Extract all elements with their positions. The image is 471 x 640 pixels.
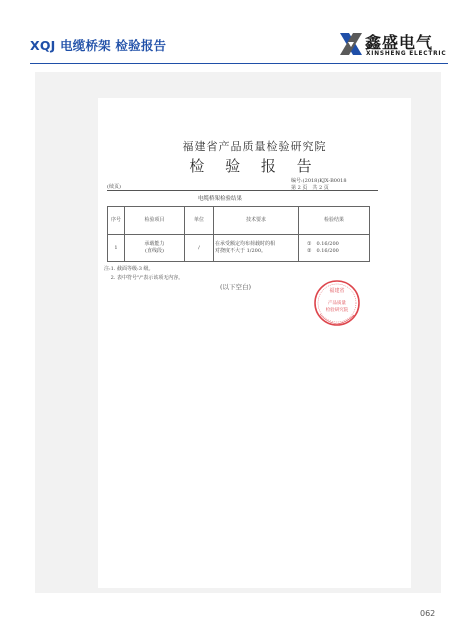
svg-text:产品质量: 产品质量 [328, 301, 346, 306]
cell-index: 1 [108, 235, 125, 262]
svg-text:检验研究院: 检验研究院 [325, 308, 349, 313]
report-notes [104, 265, 183, 283]
column-header-index: 序号 [108, 207, 125, 235]
cell-item-line: (直线段) [145, 248, 164, 254]
cell-result-line: ① 0.16/200 [307, 241, 339, 247]
cell-requirement-line: 在承受额定均布荷载时的相 [215, 241, 276, 247]
cell-unit: / [185, 235, 214, 262]
logo-chinese-name: 鑫盛电气 [365, 33, 434, 52]
cell-result-line: ② 0.16/200 [307, 248, 339, 254]
column-header-item: 检验项目 [125, 207, 185, 235]
company-logo [338, 30, 448, 64]
blank-below-note: (以下空白) [220, 283, 252, 291]
continuation-label: (续页) [107, 184, 121, 190]
page-number: 062 [420, 609, 436, 618]
table-row [108, 235, 370, 262]
report-page [98, 98, 411, 588]
red-seal-stamp [312, 278, 362, 328]
column-header-unit: 单位 [185, 207, 214, 235]
table-header-row [108, 207, 370, 235]
page-title: XQJ 电缆桥架 检验报告 [30, 38, 167, 53]
report-title: 检 验 报 告 [189, 157, 320, 175]
svg-text:福建省: 福建省 [329, 288, 345, 294]
xs-logo-icon [338, 30, 364, 58]
report-number: 编号:(2018)KJX-B0018 [291, 178, 347, 184]
cell-item [125, 235, 185, 262]
note-line: 2. 表中符号"/"表示该项无内容。 [104, 275, 184, 281]
cell-requirement [214, 235, 299, 262]
report-divider [107, 190, 378, 191]
results-table-caption: 电缆桥架检验结果 [198, 196, 243, 202]
results-table [107, 206, 370, 262]
note-line: 注:1. 截面等级:3 级。 [104, 266, 154, 272]
cell-requirement-line: 对挠度不大于 1/200。 [215, 248, 266, 254]
report-page-count: 第 2 页 共 2 页 [291, 185, 329, 191]
logo-english-name: XINSHENG ELECTRIC [366, 51, 447, 57]
cell-item-line: 承载能力 [144, 241, 165, 247]
institute-name: 福建省产品质量检验研究院 [182, 140, 327, 153]
column-header-requirement: 技术要求 [214, 207, 299, 235]
column-header-result: 检验结果 [299, 207, 370, 235]
cell-result [299, 235, 370, 262]
header-divider [30, 63, 448, 64]
